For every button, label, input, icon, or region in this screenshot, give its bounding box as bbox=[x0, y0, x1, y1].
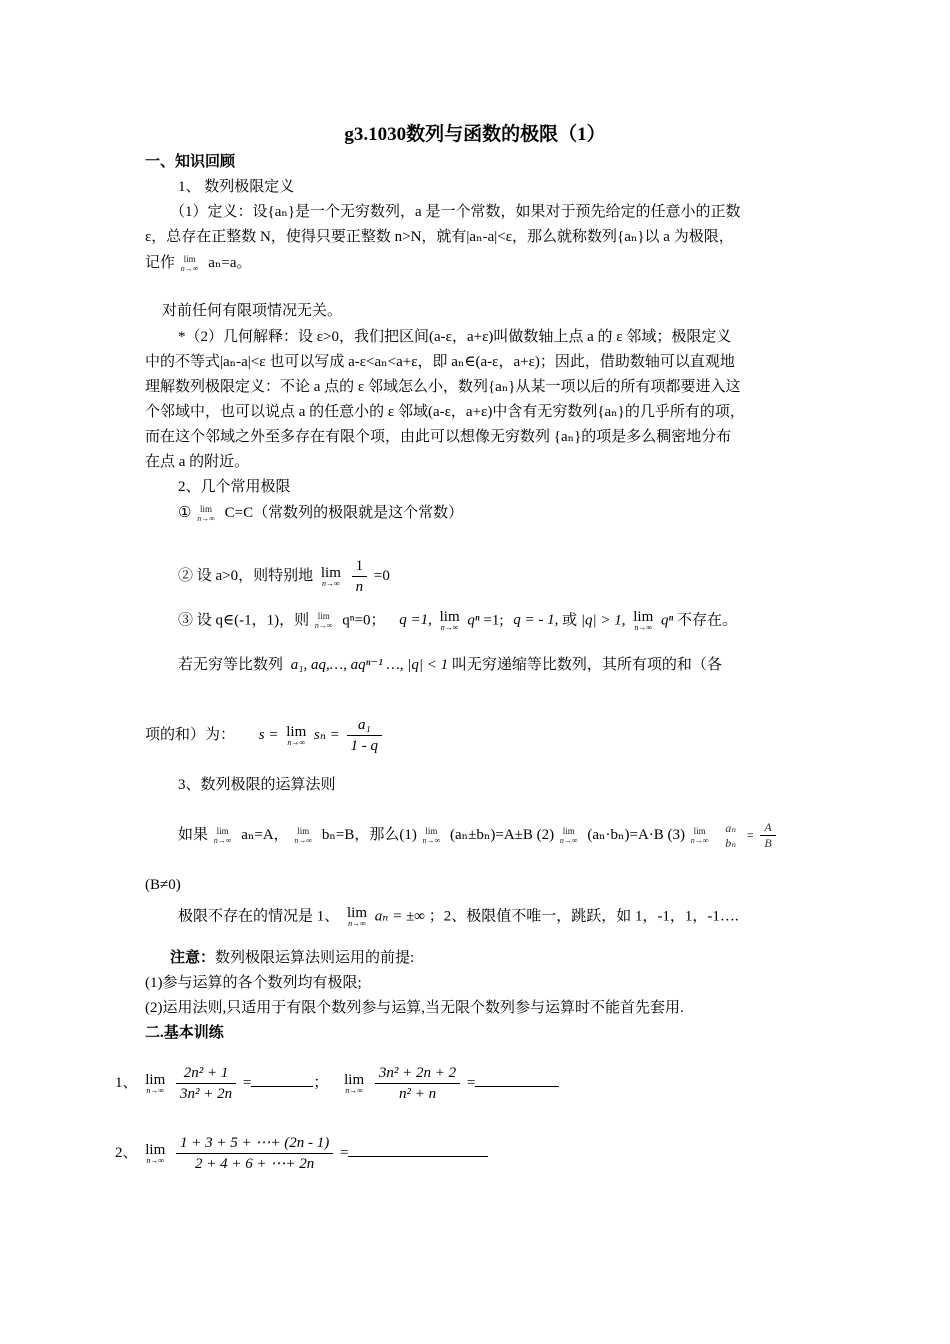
lim-symbol: lim n→∞ bbox=[286, 723, 307, 747]
notation-value: aₙ=a。 bbox=[208, 255, 252, 271]
geometric-line-2: 中的不等式|aₙ-a|<ε 也可以写成 a-ε<aₙ<a+ε，即 aₙ∈(a-ε，a+ε)；因此，借助数轴可以直观地 bbox=[145, 354, 735, 370]
fraction-an-over-bn: aₙ bₙ bbox=[725, 820, 737, 850]
problem-number: 2、 bbox=[115, 1144, 138, 1161]
lim-symbol: lim n→∞ bbox=[180, 253, 199, 273]
subheading-common-limits: 2、几个常用极限 bbox=[178, 479, 291, 495]
answer-blank-1b[interactable] bbox=[475, 1072, 559, 1087]
nonexistent-limit-line: 极限不存在的情况是 1、 lim n→∞ aₙ = ±∞ ；2、极限值不唯一，跳跃，如 1，-1，1，-1…. bbox=[178, 905, 739, 928]
fraction-problem-1a: $\frac{\text{2n² + 1}}{\text{3n² + 2n}}$ bbox=[176, 1063, 236, 1104]
answer-blank-2[interactable] bbox=[348, 1142, 488, 1157]
definition-line-1: （1）定义：设{aₙ}是一个无穷数列，a 是一个常数，如果对于预先给定的任意小的正数 bbox=[170, 204, 741, 220]
lim-symbol: lim n→∞ bbox=[145, 1141, 166, 1165]
attention-point-1: (1)参与运算的各个数列均有极限; bbox=[145, 975, 362, 991]
geometric-line-3: 理解数列极限定义：不论 a 点的 ε 邻域怎么小，数列{aₙ}从某一项以后的所有项都要进入这 bbox=[145, 379, 741, 395]
definition-line-3 bbox=[145, 253, 251, 274]
section-heading-basic-training: 二.基本训练 bbox=[145, 1025, 224, 1041]
common-limit-3: ③ 设 q∈(-1，1)，则 lim n→∞ qⁿ=0； q =1, lim n→∞ qⁿ =1; q = - 1, 或 |q| > 1, lim n→∞ qⁿ 不存在。 bbox=[178, 609, 738, 632]
geometric-line-1: *（2）几何解释：设 ε>0，我们把区间(a-ε，a+ε)叫做数轴上点 a 的 ε 邻域；极限定义 bbox=[178, 329, 732, 345]
lim-symbol: lim n→∞ bbox=[422, 825, 441, 845]
subheading-limit-definition: 1、 数列极限定义 bbox=[178, 179, 295, 195]
operation-rules-line: 如果 lim n→∞ aₙ=A， lim n→∞ bₙ=B，那么(1) lim n→∞ (aₙ±bₙ)=A±B (2) lim n→∞ (aₙ·bₙ)=A·B (3) lim n→∞ aₙ bₙ = $\frac{A}{B}$ bbox=[178, 820, 779, 851]
lim-symbol: lim n→∞ bbox=[197, 503, 215, 523]
fraction-one-over-n: $\frac{1}{n}$ bbox=[352, 556, 368, 597]
fraction-sum-formula: $\frac{\text{a₁}}{1 - q}$ bbox=[347, 715, 383, 756]
problem-1: 1、 lim n→∞ $\frac{\text{2n² + 1}}{\text{3n² + 2n}}$ = ； lim n→∞ $\frac{\text{3n² + 2n + 2}}{\text{n² + n}}$ = bbox=[115, 1063, 559, 1104]
attention-point-2: (2)运用法则,只适用于有限个数列参与运算,当无限个数列参与运算时不能首先套用. bbox=[145, 1000, 684, 1016]
lim-symbol: lim n→∞ bbox=[145, 1071, 166, 1095]
b-nonzero-condition: (B≠0) bbox=[145, 877, 181, 893]
lim-symbol: lim n→∞ bbox=[439, 609, 460, 632]
problem-number: 1、 bbox=[115, 1074, 138, 1091]
geometric-line-6: 在点 a 的附近。 bbox=[145, 454, 250, 470]
notation-label: 记作 bbox=[145, 255, 176, 271]
lim-symbol: lim n→∞ bbox=[320, 564, 341, 588]
fraction-a-over-b: $\frac{A}{B}$ bbox=[760, 820, 775, 851]
lim-symbol: lim n→∞ bbox=[690, 825, 709, 845]
answer-blank-1a[interactable] bbox=[251, 1072, 313, 1087]
page-title: g3.1030数列与函数的极限（1） bbox=[344, 124, 606, 145]
common-limit-2: ② 设 a>0，则特别地 lim n→∞ $\frac{1}{n}$ =0 bbox=[178, 558, 390, 595]
lim-symbol: lim n→∞ bbox=[344, 1071, 365, 1095]
lim-symbol: lim n→∞ bbox=[314, 611, 333, 630]
geometric-line-5: 而在这个邻域之外至多存在有限个项，由此可以想像无穷数列 {aₙ}的项是多么稠密地分布 bbox=[145, 429, 732, 445]
fraction-problem-2: $\frac{1 + 3 + 5 + \cdots+ (2n - 1)}{2 + 4 + 6 + \cdots+ 2n}$ bbox=[176, 1133, 333, 1174]
lim-symbol: lim n→∞ bbox=[213, 825, 232, 845]
attention-line: 注意：数列极限运算法则运用的前提: bbox=[170, 950, 415, 966]
lim-symbol: lim n→∞ bbox=[559, 825, 578, 845]
lim-symbol: lim n→∞ bbox=[347, 905, 368, 928]
common-limit-1: ① lim n→∞ C=C（常数列的极限就是这个常数） bbox=[178, 503, 464, 523]
section-heading-review: 一、知识回顾 bbox=[145, 154, 236, 170]
definition-line-2: ε，总存在正整数 N，使得只要正整数 n>N，就有|aₙ-a|<ε，那么就称数列{aₙ}以 a 为极限， bbox=[145, 229, 734, 245]
problem-2: 2、 lim n→∞ $\frac{1 + 3 + 5 + \cdots+ (2n - 1)}{2 + 4 + 6 + \cdots+ 2n}$ = bbox=[115, 1133, 488, 1174]
subheading-operation-rules: 3、数列极限的运算法则 bbox=[178, 777, 336, 793]
geometric-series-sum: 项的和）为： s = lim n→∞ sₙ = $\frac{\text{a₁}}{1 - q}$ bbox=[145, 715, 385, 756]
geometric-line-4: 个邻域中，也可以说点 a 的任意小的 ε 邻域(a-ε，a+ε)中含有无穷数列{aₙ}的几乎所有的项， bbox=[145, 404, 745, 420]
fraction-problem-1b: $\frac{\text{3n² + 2n + 2}}{\text{n² + n}}$ bbox=[375, 1063, 460, 1104]
lim-symbol: lim n→∞ bbox=[633, 609, 654, 632]
geometric-series-line: 若无穷等比数列 a₁, aq,…, aqⁿ⁻¹ …, |q| < 1 叫无穷递缩等比数列，其所有项的和（各 bbox=[178, 657, 722, 673]
lim-symbol: lim n→∞ bbox=[294, 825, 313, 845]
finite-terms-note: 对前任何有限项情况无关。 bbox=[162, 303, 343, 319]
